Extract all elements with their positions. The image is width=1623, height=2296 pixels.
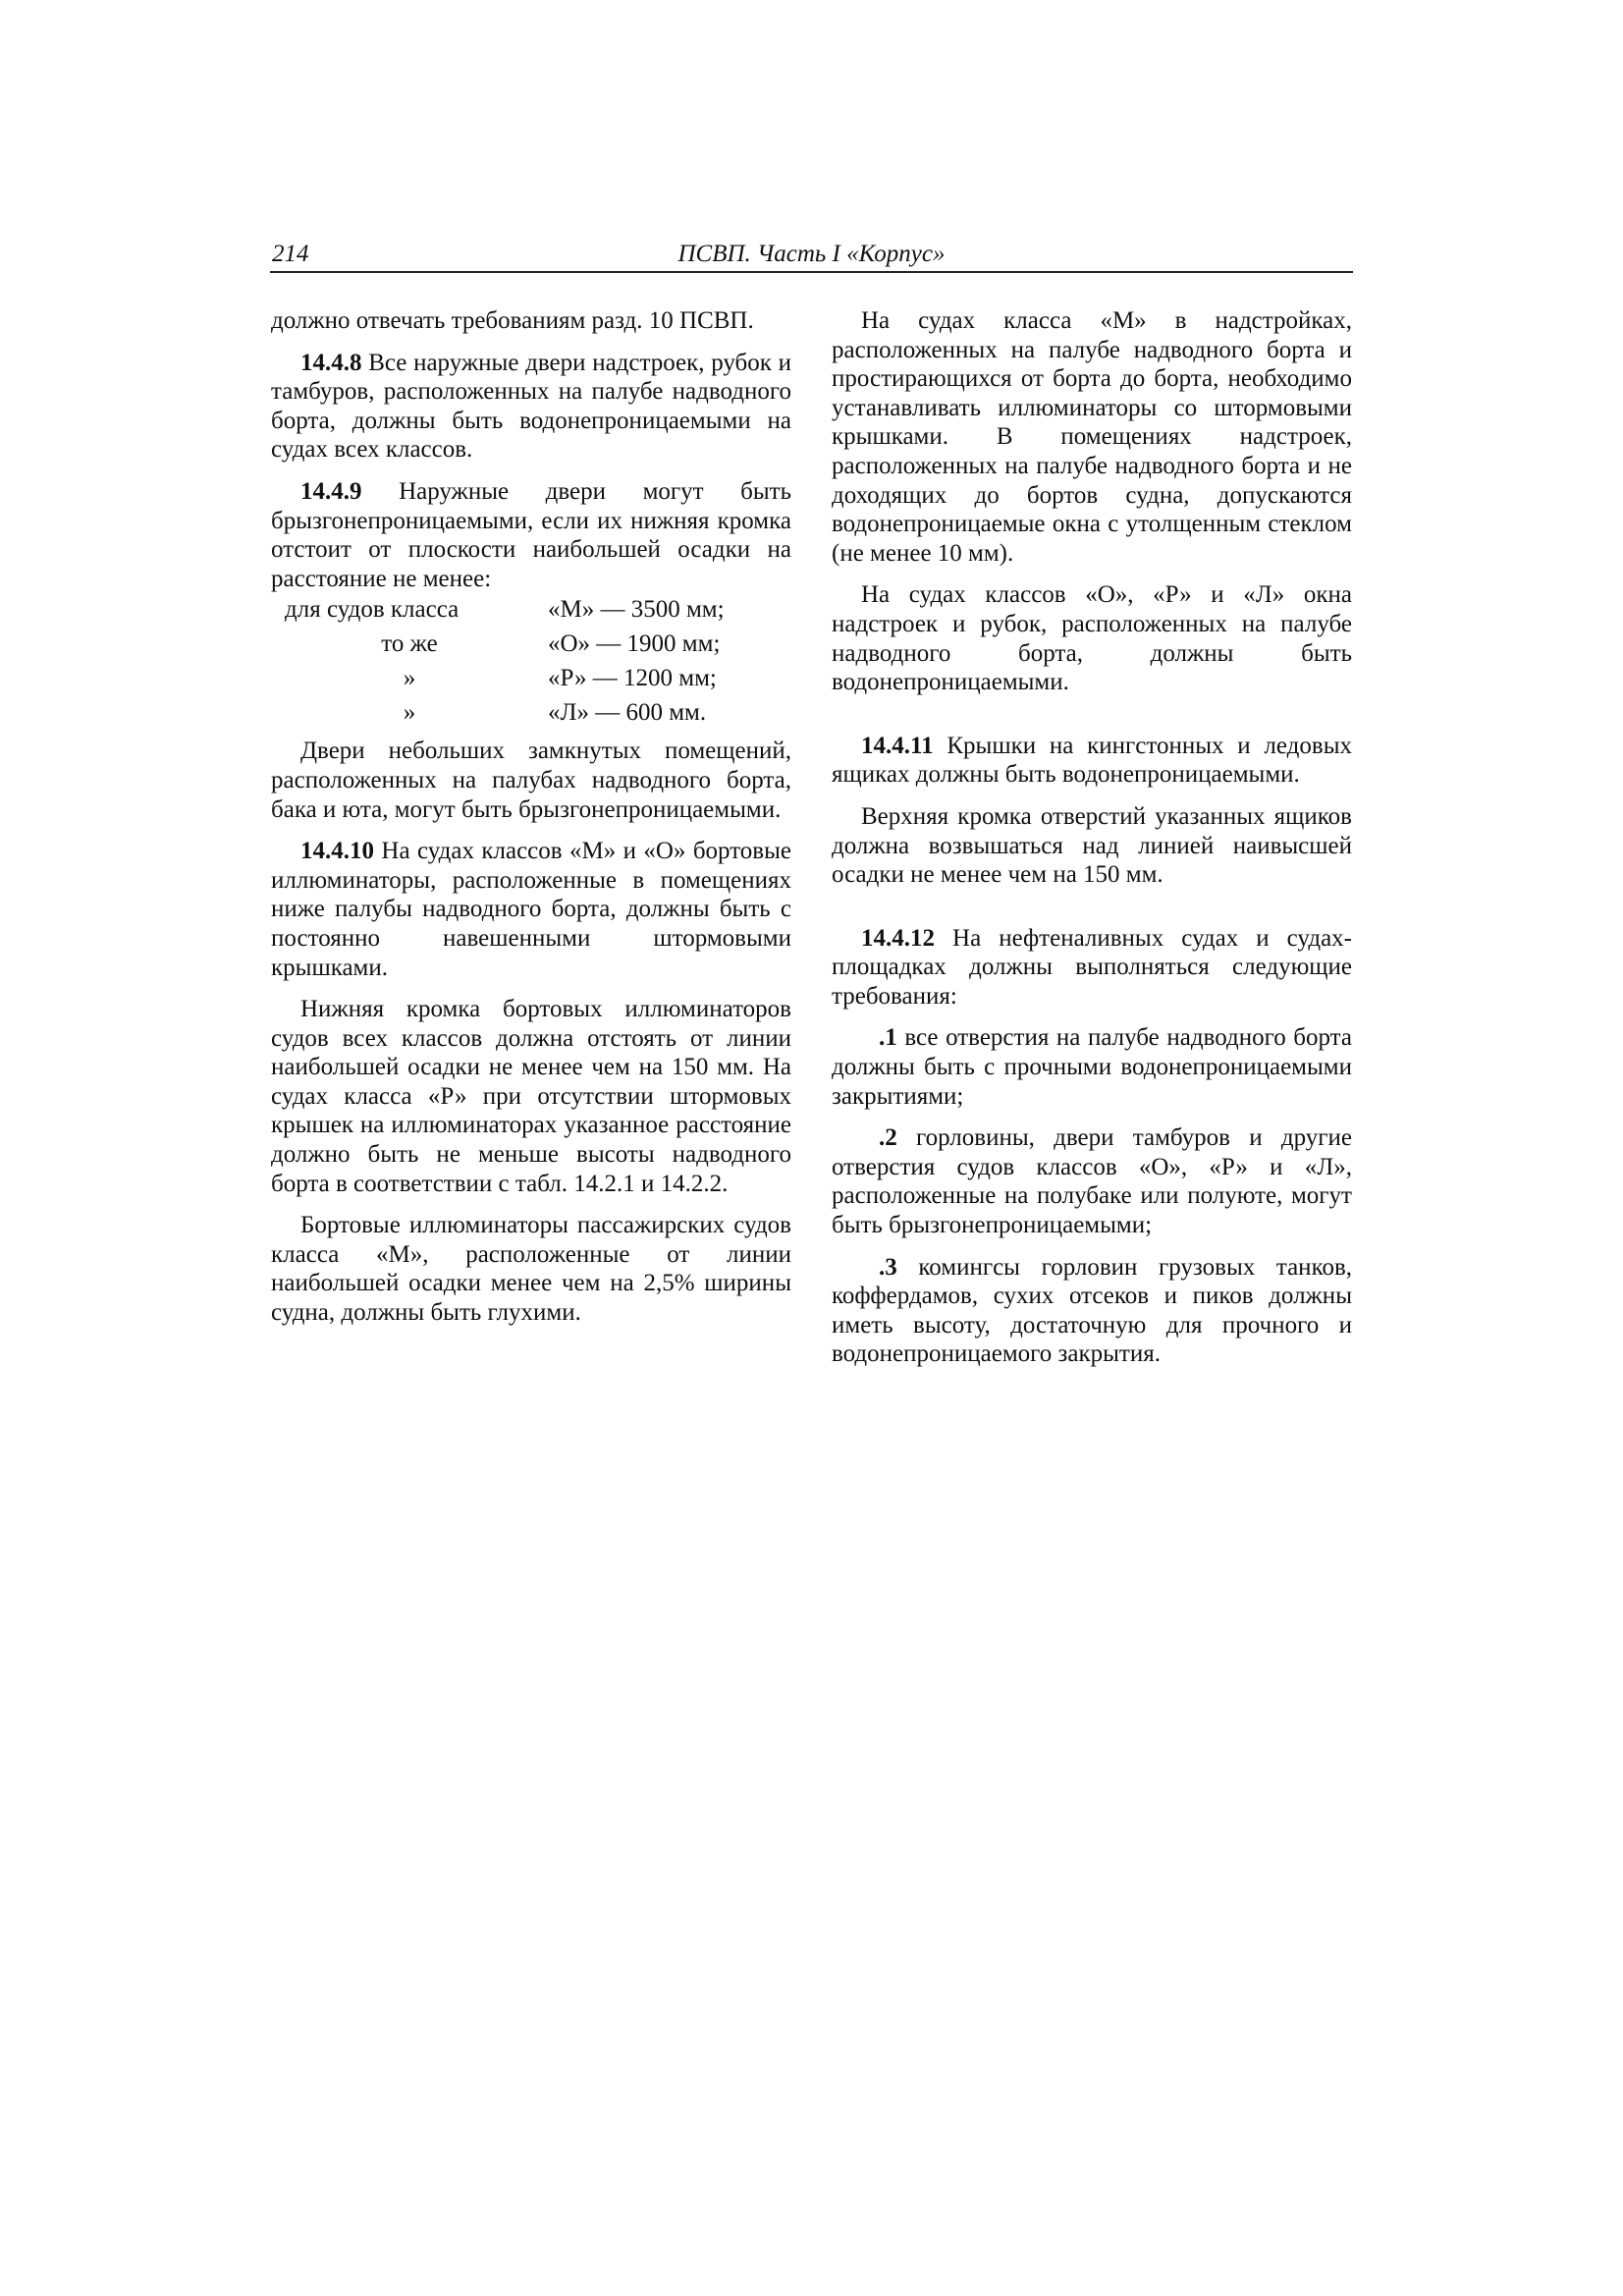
table-row — [271, 629, 791, 664]
item-marker: .2 — [879, 1124, 897, 1152]
item-text: горловины, двери тамбуров и другие отверстия судов классов «О», «Р» и «Л», расположенные на полубаке или полуюте, могут быть брызгонепроницаемыми; — [832, 1124, 1352, 1239]
table-cell-label: » — [403, 699, 416, 727]
spacer — [832, 710, 1352, 732]
left-column — [271, 306, 791, 1340]
section-number: 14.4.10 — [300, 838, 374, 865]
item-marker: .1 — [879, 1024, 897, 1052]
passenger-portholes-paragraph: Бортовые иллюминаторы пассажирских судов класса «М», расположенные от линии наибольшей осадки менее чем на 2,5% ширины судна, должны быть глухими. — [271, 1212, 791, 1327]
table-cell-label: то же — [381, 630, 438, 658]
section-14-4-9 — [271, 477, 791, 593]
section-text: На нефтеналивных судах и судах-площадках должны выполняться следующие требования: — [832, 924, 1352, 1010]
section-14-4-10 — [271, 837, 791, 982]
list-item — [832, 1123, 1352, 1239]
table-cell-value: «Л» — 600 мм. — [548, 699, 707, 727]
table-cell-value: «О» — 1900 мм; — [548, 630, 721, 658]
table-row — [271, 698, 791, 733]
table-cell-label: для судов класса — [285, 596, 460, 624]
section-number: 14.4.9 — [300, 477, 362, 505]
section-number: 14.4.11 — [861, 732, 934, 759]
section-14-4-12 — [832, 924, 1352, 1011]
table-row — [271, 595, 791, 629]
lower-edge-paragraph: Нижняя кромка бортовых иллюминаторов судов всех классов должна отстоять от линии наибольшей осадки не менее чем на 150 мм. На судах класса «Р» при отсутствии штормовых крышек на иллюминаторах указанное расстояние должно быть не меньше высоты надводного борта в соответствии с табл. 14.2.1 и 14.2.2. — [271, 996, 791, 1197]
spacer — [832, 902, 1352, 924]
item-text: комингсы горловин грузовых танков, коффердамов, сухих отсеков и пиков должны иметь высоту, достаточную для прочного и водонепроницаемого закрытия. — [832, 1253, 1352, 1368]
classes-orl-paragraph: На судах классов «О», «Р» и «Л» окна надстроек и рубок, расположенных на палубе надводного борта, должны быть водонепроницаемыми. — [832, 581, 1352, 696]
section-text: На судах классов «М» и «О» бортовые иллюминаторы, расположенные в помещениях ниже палубы надводного борта, должны быть с постоянно навешенными штормовыми крышками. — [271, 838, 791, 981]
list-item — [832, 1253, 1352, 1369]
item-text: все отверстия на палубе надводного борта должны быть с прочными водонепроницаемыми закрытиями; — [832, 1024, 1352, 1110]
page-number: 214 — [272, 241, 309, 267]
list-item — [832, 1023, 1352, 1111]
upper-edge-paragraph: Верхняя кромка отверстий указанных ящиков должна возвышаться над линией наивысшей осадки не менее чем на 150 мм. — [832, 802, 1352, 889]
table-cell-value: «Р» — 1200 мм; — [548, 665, 717, 692]
right-column — [832, 306, 1352, 1382]
section-text: Крышки на кингстонных и ледовых ящиках должны быть водонепроницаемыми. — [832, 732, 1352, 789]
section-number: 14.4.12 — [861, 924, 935, 952]
table-cell-label: » — [403, 665, 416, 692]
item-marker: .3 — [879, 1253, 897, 1281]
section-text: Все наружные двери надстроек, рубок и тамбуров, расположенных на палубе надводного борта, должны быть водонепроницаемыми на судах всех классов. — [271, 349, 791, 464]
running-title: ПСВП. Часть I «Корпус» — [677, 241, 946, 267]
table-row — [271, 664, 791, 698]
draft-distance-table — [271, 595, 791, 733]
section-text: Наружные двери могут быть брызгонепроницаемыми, если их нижняя кромка отстоит от плоскости наибольшей осадки на расстояние не менее: — [271, 477, 791, 592]
table-cell-value: «М» — 3500 мм; — [548, 596, 725, 624]
class-m-paragraph: На судах класса «М» в надстройках, расположенных на палубе надводного борта и простирающихся от борта до борта, необходимо устанавливать иллюминаторы со штормовыми крышками. В помещениях надстроек, расположенных на палубе надводного борта и не доходящих до бортов судна, допускаются водонепроницаемые окна с утолщенным стеклом (не менее 10 мм). — [832, 307, 1352, 567]
running-header — [270, 240, 1353, 273]
small-doors-paragraph: Двери небольших замкнутых помещений, расположенных на палубах надводного борта, бака и юта, могут быть брызгонепроницаемыми. — [271, 738, 791, 823]
intro-paragraph: должно отвечать требованиям разд. 10 ПСВП. — [271, 307, 754, 334]
section-number: 14.4.8 — [300, 349, 362, 376]
section-14-4-11 — [832, 732, 1352, 790]
section-14-4-8 — [271, 349, 791, 465]
